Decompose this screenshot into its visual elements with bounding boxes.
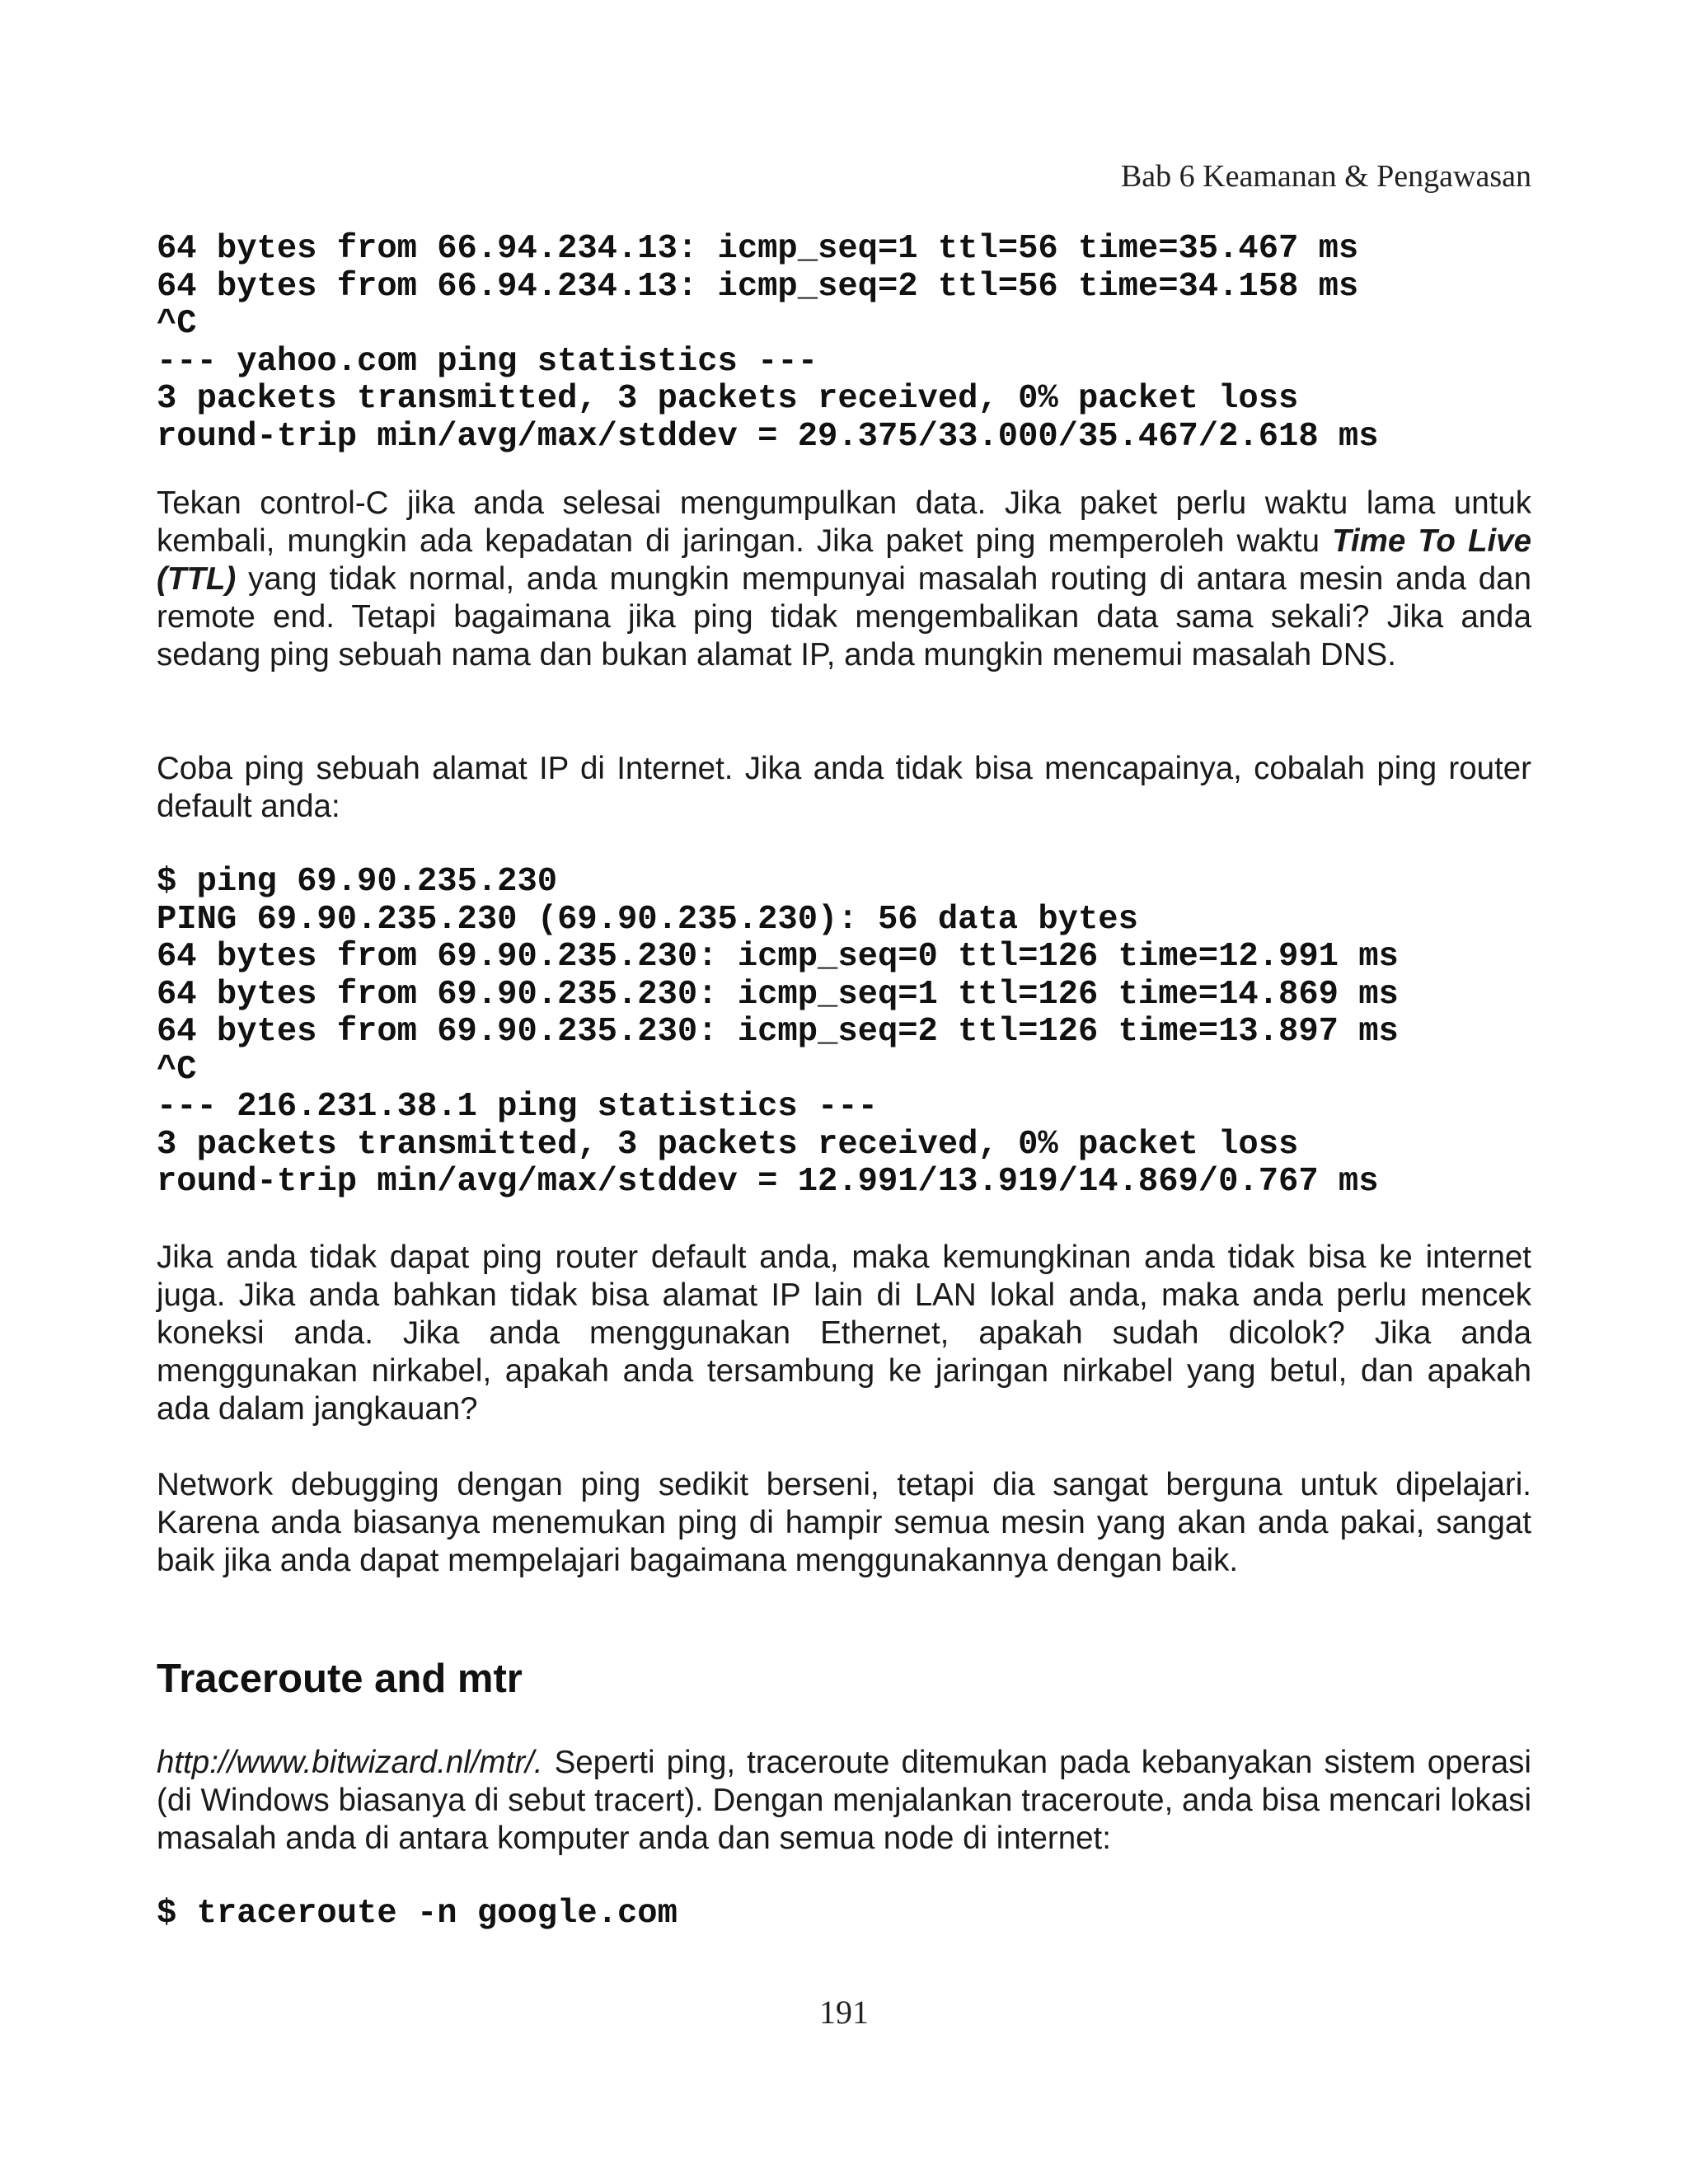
code-block-ping-router: [157, 864, 1399, 1202]
code-line: $ traceroute -n google.com: [157, 1895, 678, 1933]
code-line: --- 216.231.38.1 ping statistics ---: [157, 1088, 878, 1126]
paragraph-ping-router: Coba ping sebuah alamat IP di Internet. Jika anda tidak bisa mencapainya, cobalah ping router default anda:: [157, 751, 1531, 824]
mtr-link[interactable]: http://www.bitwizard.nl/mtr/.: [157, 1745, 543, 1780]
paragraph-text: Seperti ping, traceroute ditemukan pada kebanyakan sistem operasi (di Windows biasanya di sebut tracert). Dengan menjalankan traceroute, anda bisa mencari lokasi masalah anda di antara komputer anda dan semua node di internet:: [157, 1745, 1531, 1856]
page-number: 191: [819, 1994, 869, 2031]
code-line: 64 bytes from 66.94.234.13: icmp_seq=1 ttl=56 time=35.467 ms: [157, 230, 1359, 268]
paragraph-traceroute: [157, 1744, 1531, 1858]
paragraph-connection-check: Jika anda tidak dapat ping router default anda, maka kemungkinan anda tidak bisa ke internet juga. Jika anda bahkan tidak bisa alamat IP lain di LAN lokal anda, maka anda perlu mencek koneksi anda. Jika anda menggunakan Ethernet, apakah sudah dicolok? Jika anda menggunakan nirkabel, apakah anda tersambung ke jaringan nirkabel yang betul, dan apakah ada dalam jangkauan?: [157, 1240, 1531, 1427]
code-line: 3 packets transmitted, 3 packets received, 0% packet loss: [157, 380, 1299, 418]
code-line: 3 packets transmitted, 3 packets received, 0% packet loss: [157, 1125, 1299, 1164]
section-heading: Traceroute and mtr: [157, 1657, 523, 1701]
code-block-traceroute: [157, 1896, 678, 1933]
code-block-ping-yahoo: [157, 231, 1379, 456]
ttl-emphasis: Time To Live (TTL): [157, 523, 1531, 597]
code-line: 64 bytes from 69.90.235.230: icmp_seq=1 ttl=126 time=14.869 ms: [157, 975, 1399, 1014]
code-line: 64 bytes from 66.94.234.13: icmp_seq=2 ttl=56 time=34.158 ms: [157, 267, 1359, 306]
running-header: Bab 6 Keamanan & Pengawasan: [1120, 159, 1531, 194]
paragraph-text: yang tidak normal, anda mungkin mempunyai masalah routing di antara mesin anda dan remote end. Tetapi bagaimana jika ping tidak mengembalikan data sama sekali? Jika anda sedang ping sebuah nama dan bukan alamat IP, anda mungkin menemui masalah DNS.: [157, 561, 1531, 673]
paragraph-text: Tekan control-C jika anda selesai mengumpulkan data. Jika paket perlu waktu lama untuk kembali, mungkin ada kepadatan di jaringan. Jika paket ping memperoleh waktu: [157, 485, 1531, 559]
code-line: $ ping 69.90.235.230: [157, 863, 558, 901]
paragraph-ttl: [157, 485, 1531, 674]
code-line: PING 69.90.235.230 (69.90.235.230): 56 data bytes: [157, 900, 1138, 939]
code-line: 64 bytes from 69.90.235.230: icmp_seq=2 ttl=126 time=13.897 ms: [157, 1013, 1399, 1051]
code-line: round-trip min/avg/max/stddev = 29.375/33.000/35.467/2.618 ms: [157, 417, 1379, 456]
code-line: ^C: [157, 1050, 197, 1089]
code-line: round-trip min/avg/max/stddev = 12.991/13.919/14.869/0.767 ms: [157, 1163, 1379, 1201]
paragraph-network-debugging: Network debugging dengan ping sedikit berseni, tetapi dia sangat berguna untuk dipelajari. Karena anda biasanya menemukan ping di hampir semua mesin yang akan anda pakai, sangat baik jika anda dapat mempelajari bagaimana menggunakannya dengan baik.: [157, 1467, 1531, 1578]
code-line: --- yahoo.com ping statistics ---: [157, 342, 818, 381]
code-line: 64 bytes from 69.90.235.230: icmp_seq=0 ttl=126 time=12.991 ms: [157, 938, 1399, 976]
document-page: [157, 0, 1531, 2184]
code-line: ^C: [157, 305, 197, 343]
